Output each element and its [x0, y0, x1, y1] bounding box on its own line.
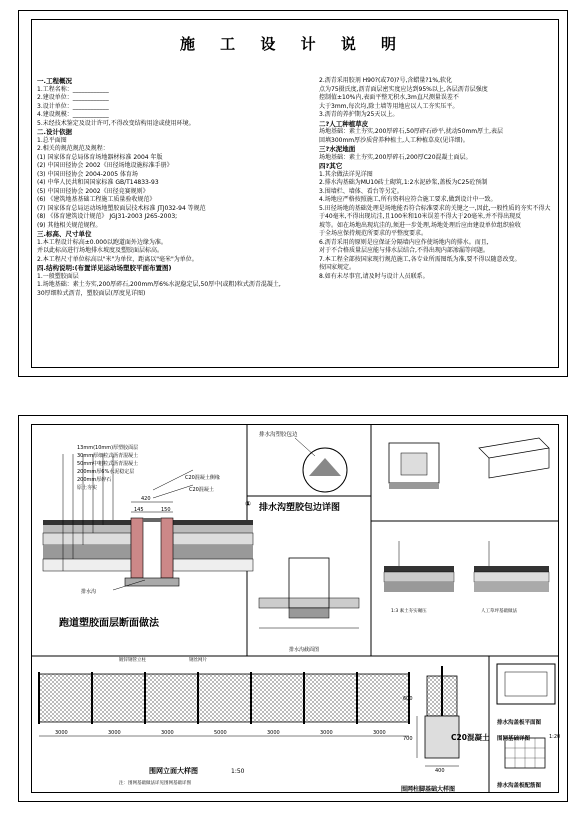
note-line: (3) 中国田径协会 2004-2005 体育场 — [37, 170, 138, 178]
track-layer-label: 13mm(10mm)厚塑胶面层 — [77, 445, 139, 451]
note-line: 7.本工程全部按国家现行规范施工,各专业所需图纸为准,要不得以随意改变。 — [319, 255, 521, 263]
note-line: 3.沥青的养护期为25天以上。 — [319, 111, 399, 118]
track-section-title: 跑道塑胶面层断面做法 — [59, 618, 159, 629]
note-line: 5.田径场地的基础处理是场地能否符合标准要求的关键之一,因此,一般性质的夯实不得大 — [319, 204, 551, 212]
fence-dim-label: 3000 — [108, 730, 121, 736]
plastic-edging-drawing — [255, 428, 365, 498]
fence-title: 围网立面大样图 — [149, 767, 198, 775]
detail-drawings-sheet — [18, 415, 568, 802]
drain-cover-drawings — [379, 428, 559, 518]
plastic-edging-label: 排水沟塑胶包边 — [259, 432, 298, 438]
fence-dim-label: 3000 — [373, 730, 386, 736]
note-line: 四?其它 — [319, 162, 343, 170]
track-section-drawing — [33, 430, 253, 630]
grass-label-2: 人工草坪基础做法 — [481, 609, 517, 614]
post-c20-label: C20混凝土 — [451, 733, 490, 742]
dim-145: 145 — [134, 507, 144, 513]
note-line: 回填300mm厚沙质营养种植土,人工种植草皮(见详细)。 — [319, 136, 469, 144]
post-dim-600: 600 — [403, 696, 413, 702]
note-line: 二.设计依据 — [37, 128, 72, 136]
note-line: (9) 其他相关规范规程。 — [37, 221, 102, 229]
note-line: 按国家规定。 — [319, 264, 356, 271]
note-line: (7) 国家体育总局运动场地塑胶面层技术标准 JTJ032-94 等规范 — [37, 204, 206, 212]
note-line: 4.场地应严格按照施工,所有资料应符合施工要求,做到设计中一致。 — [319, 196, 497, 203]
track-layer-label: 200mm厚6%水泥稳定层 — [77, 469, 135, 475]
note-line: 1.其余做法详见详图 — [319, 170, 373, 178]
fence-dim-label: 3000 — [267, 730, 280, 736]
notes-left-column — [37, 77, 281, 298]
note-line: 3.围墙栏、墙体、看台等另定。 — [319, 187, 403, 195]
track-layer-label: 30mm厚细粒式沥青混凝土 — [77, 453, 139, 459]
note-line: 2.沥青采用胶剂 H90?(或70)?号,含蜡量?1%,软化 — [319, 77, 452, 84]
note-line: 对于不合格质量层应能与排水层结合,不得出现内部渗漏等问题。 — [319, 247, 489, 254]
cover-plan-title: 排水沟盖板平面图 — [497, 720, 542, 726]
note-line: (2) 中国田径协会 2002《田径场地设施标准手册》 — [37, 162, 173, 169]
note-line: 5.未经技术鉴定及设计许可,不得改变结构用途或使用环境。 — [37, 119, 195, 127]
note-line: 一.工程概况 — [37, 77, 72, 85]
drain-section-title: 排水沟截面图 — [289, 647, 320, 653]
fence-label-post: 镀锌钢管立柱 — [119, 658, 146, 663]
drain-label: 排水沟 — [81, 589, 97, 595]
grass-foundation-drawings — [379, 526, 559, 656]
post-dim-700: 700 — [403, 736, 413, 742]
fence-label-mesh: 钢丝网片 — [189, 658, 207, 663]
note-line: 控制值±10%内,表面平整无积水,3m直尺测量误差不 — [319, 94, 459, 101]
note-line: 二?人工种植草皮 — [319, 119, 369, 128]
track-layer-label: 50mm中粗粒式沥青混凝土 — [77, 461, 139, 467]
note-line: 8.如有未尽事宜,请及时与设计人员联系。 — [319, 272, 429, 280]
post-foundation-drawing — [417, 666, 477, 776]
fence-dim-label: 3000 — [320, 730, 333, 736]
note-line: (4) 中华人民共和国国家标准 GB/T14833-93 — [37, 179, 159, 186]
drain-section-drawing — [259, 538, 369, 648]
note-line: 1.一般塑胶面层 — [37, 272, 79, 280]
note-line: 坡等。如在场地出现坑洼的,须进一步处理,场地处理后应由建设单位组织验收 — [319, 221, 521, 229]
fence-foundation-scale: 1:20 — [549, 734, 561, 740]
note-line: (6) 《建筑地基基础工程施工质量验收规范》 — [37, 196, 156, 203]
circle-number: ① — [245, 500, 251, 508]
note-line: 于40毫米,不得出现坑洼,且100米和10米误差不得大于20毫米,并不得出现反 — [319, 213, 522, 220]
fence-foundation-title: 围网基础详图 — [497, 736, 531, 742]
note-line: 并以此标高进行场地排水坡度及塑胶面层标高。 — [37, 247, 164, 254]
note-line: 2.相关的规范规范及规程： — [37, 145, 109, 152]
note-line: 1.总平面图 — [37, 136, 67, 144]
fence-dim-label: 3000 — [161, 730, 174, 736]
track-layer-label: 200mm厚碎石 — [77, 477, 112, 483]
c20-label-2: C20混凝土 — [189, 487, 214, 493]
note-line: 30厚细粒式沥青，塑胶面层(厚度见详图) — [37, 289, 146, 297]
note-line: 2.建设单位：____________ — [37, 94, 109, 101]
note-line: 三.标高、尺寸单位 — [37, 230, 92, 238]
notes-right-column — [319, 77, 551, 281]
note-line: (8) 《体育建筑设计规范》 JGJ31-2003 J265-2003; — [37, 213, 178, 220]
note-line: 三?水泥地面 — [319, 145, 356, 153]
note-line: (5) 中国田径协会 2002《田径竞赛规则》 — [37, 187, 149, 195]
cover-rebar-title: 排水沟盖板配筋图 — [497, 783, 542, 789]
c20-label-1: C20混凝土侧缘 — [185, 475, 220, 481]
note-line: 于全场应保持规范所要求的平整度要求。 — [319, 230, 428, 237]
track-layer-label: 原土夯实 — [77, 485, 98, 491]
dim-150: 150 — [161, 507, 171, 513]
note-line: 6.沥青采用的原则是应保证分隔墙内应作使场地内的排水。而且, — [319, 238, 489, 246]
sheet-title: 施 工 设 计 说 明 — [179, 35, 407, 53]
note-line: 四.结构说明:(布置详见运动场塑胶平面布置图) — [37, 264, 172, 272]
design-notes-sheet — [18, 10, 568, 377]
note-line: 场地基础：素土夯实,200厚碎石,50厚碎石砂平,扰动50mm厚土,表层 — [319, 128, 504, 135]
note-line: 1.本工程设计标高±0.000以跑道面外边缘为准。 — [37, 238, 167, 246]
note-line: 场地基础：素土夯实,200厚碎石,200厚C20混凝土面层。 — [319, 153, 472, 161]
note-line: (1) 国家体育总局体育场地器材标准 2004 年版 — [37, 153, 163, 161]
fence-dim-label: 5000 — [214, 730, 227, 736]
note-line: 1.场地基础：素土夯实,200厚碎石,200mm厚6%水泥稳定层,50厚中(或粗)粒式沥青混凝土, — [37, 281, 281, 288]
fence-elevation-drawing — [39, 664, 419, 744]
fence-note: 注：围网基础做法详见围网基础详图 — [119, 781, 191, 786]
post-foundation-title: 围网柱脚基础大样图 — [401, 786, 456, 793]
note-line: 点为75摄氏度,沥青面层密实度应达到95%以上,各层沥青层强度 — [319, 85, 488, 93]
dim-420: 420 — [141, 496, 151, 502]
fence-scale: 1:50 — [231, 768, 245, 775]
note-line: 2.排水沟基础为MU10砖土砌筑,1:2水泥砂浆,盖板为C25砼预制 — [319, 179, 488, 186]
note-line: 3.设计单位：____________ — [37, 102, 109, 110]
grass-label-1: 1:3 素土夯实碾压 — [391, 609, 427, 614]
note-line: 大于3mm,每次均,除土墙等用地应以人工夯实压平。 — [319, 102, 459, 110]
note-line: 1.工程名称：____________ — [37, 85, 109, 93]
note-line: 2.本工程尺寸单位标高以"米"为单位，距离以"毫米"为单位。 — [37, 255, 198, 263]
fence-dim-label: 3000 — [55, 730, 68, 736]
note-line: 4.建设规模：____________ — [37, 111, 109, 118]
track-layer-labels — [77, 444, 138, 492]
post-dim-400: 400 — [435, 768, 445, 774]
plastic-edging-title: 排水沟塑胶包边详图 — [259, 503, 341, 513]
